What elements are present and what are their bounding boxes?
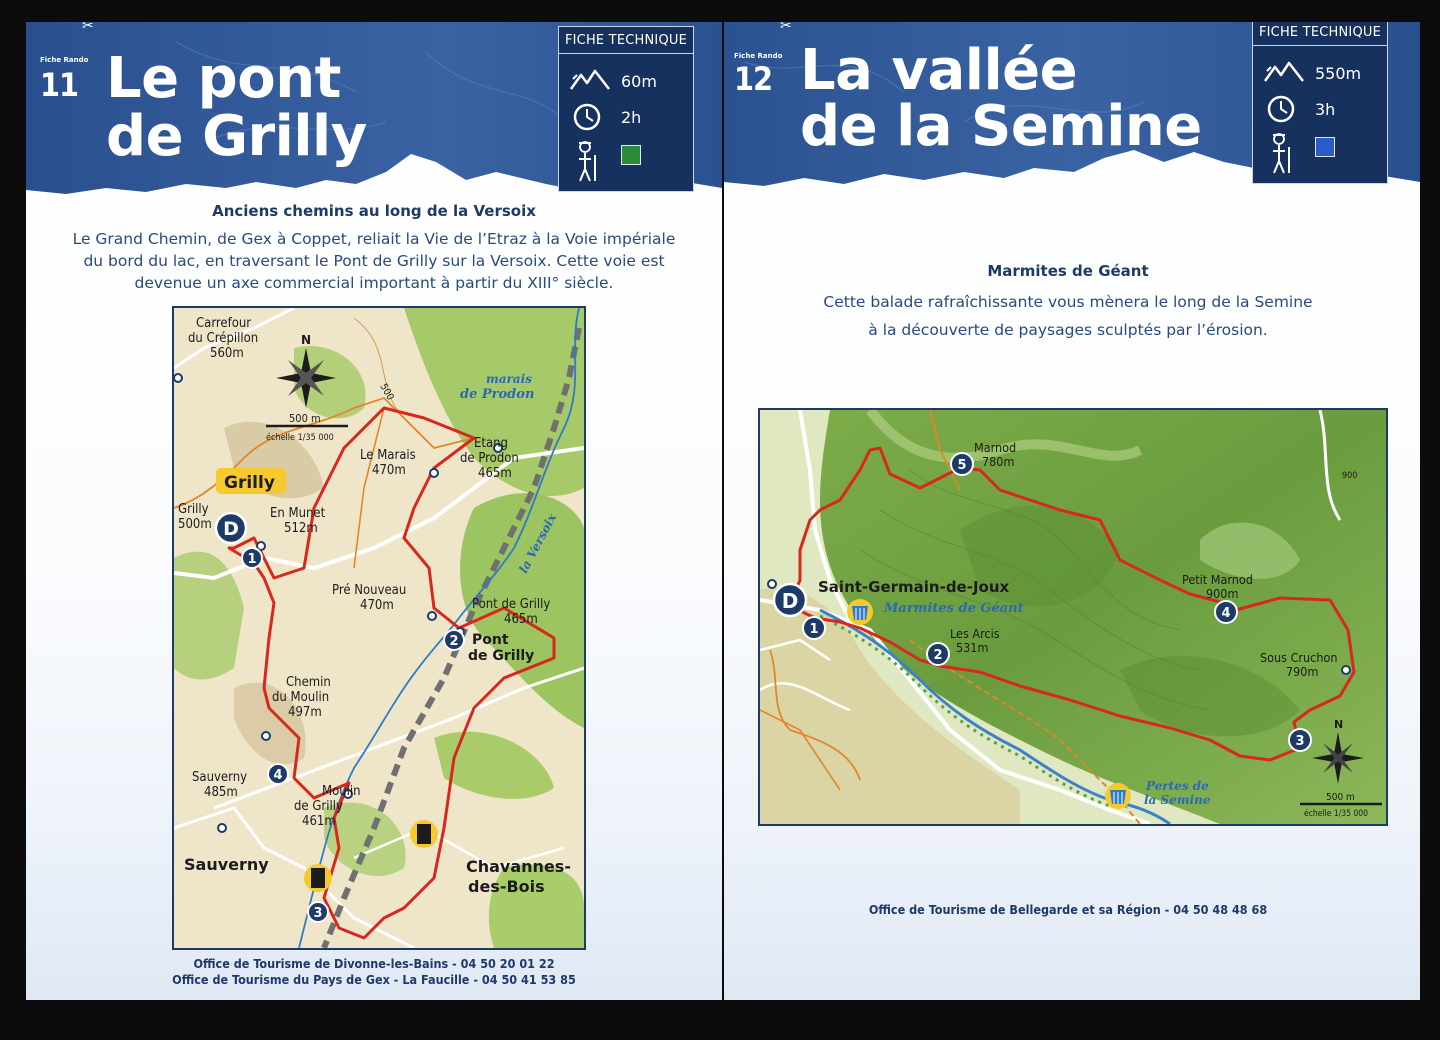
- footer-line: Office de Tourisme du Pays de Gex - La Faucille - 04 50 41 53 85: [172, 972, 576, 987]
- place-label: Sous Cruchon: [1260, 650, 1338, 665]
- svg-text:2: 2: [933, 648, 943, 663]
- place-label: Sauverny: [192, 770, 248, 785]
- description-line: devenue un axe commercial important à partir du XIII° siècle.: [134, 274, 614, 292]
- svg-text:4: 4: [1221, 606, 1231, 621]
- page-title-line1: Le pont: [106, 46, 341, 111]
- svg-text:4: 4: [273, 768, 283, 783]
- scale-ratio: échelle 1/35 000: [1304, 809, 1369, 819]
- right-page: [724, 22, 1420, 1000]
- place-label: Petit Marnod: [1182, 572, 1253, 587]
- fiche-technique-box: [558, 26, 694, 192]
- route-map-svg: [760, 410, 1386, 824]
- description-line: Cette balade rafraîchissante vous mènera le long de la Semine: [823, 293, 1313, 311]
- route-map: [758, 408, 1388, 826]
- duration-row: [559, 99, 693, 135]
- waypoint-marker: [951, 453, 973, 475]
- scale-label: 500 m: [289, 412, 321, 425]
- place-label: de Prodon: [460, 387, 535, 402]
- place-label: Etang: [474, 436, 508, 451]
- place-label: 461m: [302, 814, 336, 829]
- place-label: Marnod: [974, 440, 1017, 455]
- fiche-number: 12: [734, 60, 773, 98]
- difficulty-square: [1315, 137, 1335, 157]
- description-line: Le Grand Chemin, de Gex à Coppet, reliait la Vie de l’Etraz à la Voie impériale: [72, 230, 676, 248]
- place-label: de Grilly: [468, 648, 535, 664]
- page-title-line1: La vallée: [800, 38, 1078, 103]
- difficulty-row: [1253, 127, 1387, 177]
- footer-line: Office de Tourisme de Divonne-les-Bains - 04 50 20 01 22: [193, 956, 555, 971]
- page-description: [26, 228, 722, 294]
- north-label: N: [301, 333, 312, 347]
- waypoint-marker: [444, 630, 464, 650]
- start-marker: [774, 584, 806, 616]
- place-label: Les Arcis: [950, 626, 1000, 641]
- elevation-value: 550m: [1315, 64, 1362, 83]
- place-label: 531m: [956, 640, 989, 655]
- river-label: la Versoix: [516, 511, 560, 576]
- left-page: [26, 22, 722, 1000]
- place-label: 497m: [288, 705, 322, 720]
- waypoint-marker: [268, 764, 288, 784]
- waterfall-icon: [1105, 783, 1131, 809]
- elevation-value: 60m: [621, 72, 657, 91]
- svg-text:1: 1: [247, 552, 257, 567]
- route-map: [172, 306, 586, 950]
- page-subtitle: Marmites de Géant: [987, 262, 1149, 280]
- place-label: 900m: [1206, 586, 1239, 601]
- place-label: Marmites de Géant: [884, 601, 1024, 616]
- waypoint-marker: [803, 617, 825, 639]
- place-label: Pertes de: [1146, 779, 1209, 793]
- place-label: 780m: [982, 454, 1015, 469]
- place-label: Saint-Germain-de-Joux: [818, 578, 1010, 596]
- duration-value: 3h: [1315, 100, 1336, 119]
- scissors-icon: ✂: [82, 22, 94, 34]
- place-label: Le Marais: [360, 448, 416, 463]
- place-label: la Semine: [1144, 793, 1211, 807]
- duration-value: 2h: [621, 108, 642, 127]
- place-label: 790m: [1286, 664, 1319, 679]
- svg-text:i: i: [315, 873, 319, 886]
- svg-text:D: D: [781, 589, 799, 613]
- svg-text:2: 2: [449, 634, 459, 649]
- info-point-icon: [304, 864, 332, 892]
- place-label: marais: [486, 372, 532, 386]
- contour-label: 900: [1342, 471, 1358, 481]
- place-label: de Prodon: [460, 451, 519, 466]
- scale-ratio: échelle 1/35 000: [266, 433, 334, 443]
- elevation-row: [1253, 55, 1387, 91]
- waypoint-marker: [927, 643, 949, 665]
- place-label: 470m: [372, 463, 406, 478]
- north-label: N: [1334, 718, 1344, 731]
- waypoint-marker: [242, 548, 262, 568]
- place-label: 485m: [204, 785, 238, 800]
- fiche-technique-header: FICHE TECHNIQUE: [559, 27, 693, 54]
- place-label: 560m: [210, 346, 244, 361]
- page-footer: [26, 956, 722, 988]
- page-title-line2: de la Semine: [800, 94, 1202, 159]
- description-line: à la découverte de paysages sculptés par l’érosion.: [868, 321, 1268, 339]
- place-label: de Grilly: [294, 799, 343, 814]
- place-label: Grilly: [178, 502, 209, 517]
- mountain-icon: [1263, 59, 1307, 87]
- waypoint-marker: [308, 902, 328, 922]
- page-subtitle: Anciens chemins au long de la Versoix: [212, 202, 536, 220]
- place-label: Chavannes-: [466, 857, 571, 876]
- place-label: 512m: [284, 521, 318, 536]
- place-label: En Munet: [270, 506, 326, 521]
- route-map-svg: [174, 308, 584, 948]
- duration-row: [1253, 91, 1387, 127]
- place-label: 500m: [178, 517, 212, 532]
- fiche-number: 11: [40, 66, 79, 104]
- description-line: du bord du lac, en traversant le Pont de Grilly sur la Versoix. Cette voie est: [83, 252, 665, 270]
- svg-text:1: 1: [809, 622, 819, 637]
- clock-icon: [569, 103, 613, 133]
- difficulty-row: [559, 135, 693, 185]
- svg-text:D: D: [223, 518, 239, 540]
- place-label: Sauverny: [184, 855, 269, 874]
- place-label: du Moulin: [272, 690, 330, 705]
- place-label: Pont: [472, 632, 509, 648]
- footer-line: Office de Tourisme de Bellegarde et sa Région - 04 50 48 48 68: [868, 902, 1268, 917]
- fiche-rando-label: Fiche Rando: [40, 56, 89, 64]
- svg-text:3: 3: [313, 906, 323, 921]
- fiche-rando-label: Fiche Rando: [734, 52, 783, 60]
- waypoint-marker: [1289, 729, 1311, 751]
- mountain-icon: [569, 67, 613, 95]
- page-title-line2: de Grilly: [106, 104, 367, 169]
- place-label: Pont de Grilly: [472, 597, 551, 612]
- info-point-icon: [410, 820, 438, 848]
- place-label: Chemin: [286, 675, 331, 690]
- place-label: Moulin: [322, 784, 361, 799]
- start-marker: [216, 513, 246, 543]
- svg-text:i: i: [421, 829, 425, 842]
- place-label: des-Bois: [468, 877, 545, 896]
- hiker-icon: [569, 139, 613, 185]
- hiker-icon: [1263, 131, 1307, 177]
- page-description: [724, 288, 1416, 344]
- contour-label: 500: [377, 382, 396, 403]
- place-label: Grilly: [224, 473, 275, 493]
- difficulty-square: [621, 145, 641, 165]
- clock-icon: [1263, 95, 1307, 125]
- fiche-technique-box: [1252, 22, 1388, 184]
- fiche-technique-header: FICHE TECHNIQUE: [1253, 22, 1387, 46]
- scale-label: 500 m: [1326, 792, 1355, 803]
- waterfall-icon: [847, 599, 873, 625]
- elevation-row: [559, 63, 693, 99]
- svg-text:5: 5: [957, 458, 967, 473]
- scissors-icon: ✂: [780, 22, 792, 34]
- place-label: Pré Nouveau: [332, 583, 407, 598]
- place-label: Carrefour: [196, 316, 252, 331]
- page-footer: [724, 902, 1416, 918]
- waypoint-marker: [1215, 601, 1237, 623]
- svg-text:3: 3: [1295, 734, 1305, 749]
- place-label: 470m: [360, 598, 394, 613]
- place-label: 465m: [478, 466, 512, 481]
- place-label: du Crépillon: [188, 331, 259, 346]
- place-label: 465m: [504, 612, 538, 627]
